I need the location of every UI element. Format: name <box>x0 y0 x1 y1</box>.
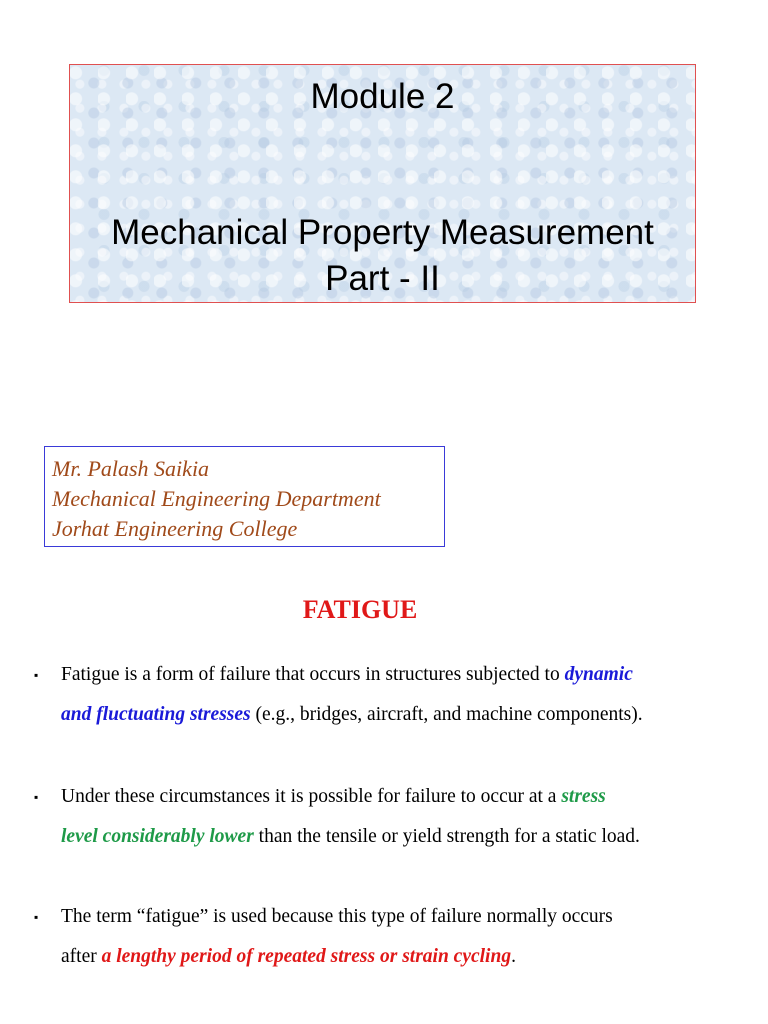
section-heading: FATIGUE <box>302 595 418 624</box>
bullet-text-plain: Under these circumstances it is possible for failure to occur at a <box>61 786 562 807</box>
part-title: Part - II <box>325 259 440 298</box>
module-title: Module 2 <box>310 77 455 116</box>
bullet-highlight: and fluctuating stresses <box>61 704 251 725</box>
bullet-text-plain: (e.g., bridges, aircraft, and machine components). <box>250 704 643 725</box>
main-title: Mechanical Property Measurement <box>111 213 654 252</box>
bullet-highlight: level considerably lower <box>61 826 254 847</box>
title-box <box>69 64 696 303</box>
bullet-marker-icon: ▪ <box>34 790 39 804</box>
bullet-text-plain: . <box>511 946 516 967</box>
bullet-text <box>61 897 741 977</box>
bullet-text-plain: after <box>61 946 102 967</box>
author-box <box>44 446 445 547</box>
author-college: Jorhat Engineering College <box>52 516 298 541</box>
bullet-text-plain: Fatigue is a form of failure that occurs in structures subjected to <box>61 664 565 685</box>
bullet-highlight: a lengthy period of repeated stress or strain cycling <box>101 946 512 967</box>
bullet-highlight: stress <box>561 786 606 807</box>
bullet-marker-icon: ▪ <box>34 910 39 924</box>
author-department: Mechanical Engineering Department <box>52 486 381 511</box>
bullet-highlight: dynamic <box>564 664 633 685</box>
bullet-text-plain: The term “fatigue” is used because this type of failure normally occurs <box>61 906 613 927</box>
bullet-text <box>61 777 741 857</box>
bullet-text-plain: than the tensile or yield strength for a static load. <box>253 826 640 847</box>
author-name: Mr. Palash Saikia <box>52 456 210 481</box>
bullet-text <box>61 655 741 735</box>
bullet-marker-icon: ▪ <box>34 668 39 682</box>
